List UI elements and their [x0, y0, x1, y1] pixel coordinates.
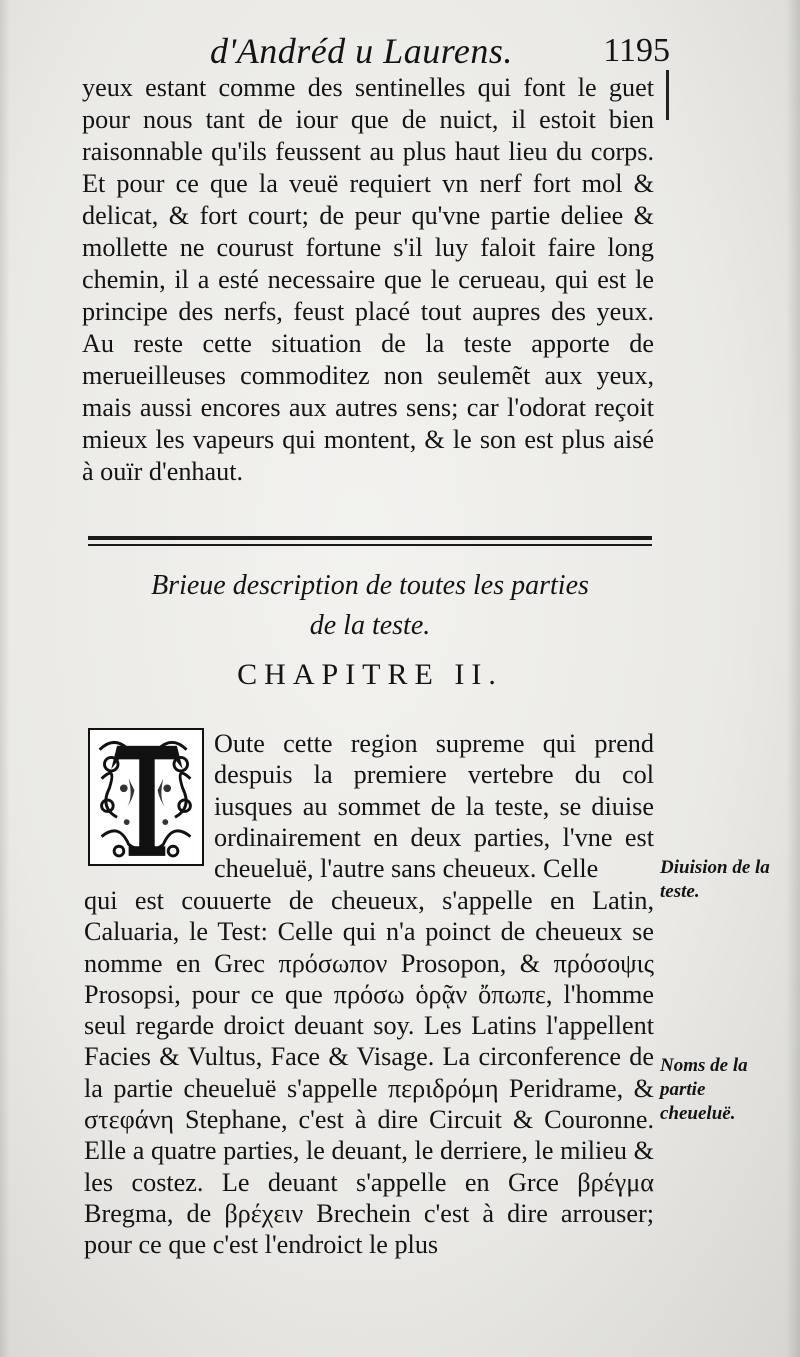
chapter-intro-paragraph: Oute cette region supreme qui prend despuis la premiere vertebre du col iusques au sommet de la teste, se diuise ordinairement en deux parties, l'vne est cheueluë, l'autre sans cheueux. Celle: [214, 729, 654, 884]
spine-shadow: [786, 0, 800, 1357]
decorated-initial-ornament: [90, 730, 202, 864]
top-paragraph-text: yeux estant comme des sentinelles qui font le guet pour nous tant de iour que de nuict, il estoit bien raisonnable qu'ils feussent au plus haut lieu du corps. Et pour ce que la veuë requiert vn nerf fort mol & delicat, & fort court; de peur qu'vne partie deliee & mollette ne courust fortune s'il luy faloit faire long chemin, il a esté necessaire que le cerueau, qui est le principe des nerfs, feust placé tout aupres des yeux. Au reste cette situation de la teste apporte de merueilleuses commoditez non seulemẽt aux yeux, mais aussi encores aux autres sens; car l'odorat reçoit mieux les vapeurs qui montent, & le son est plus aisé à ouïr d'enhaut.: [82, 73, 654, 486]
chapter-title: CHAPITRE II.: [237, 658, 503, 691]
section-rule-thick: [88, 536, 652, 540]
chapter-body: [84, 885, 654, 1261]
top-paragraph: [82, 72, 654, 488]
section-title: [90, 566, 650, 646]
section-title-line2: de la teste.: [309, 610, 431, 641]
section-title-line1: Brieue description de toutes les parties: [151, 570, 589, 601]
chapter-body-paragraph: qui est couuerte de cheueux, s'appelle en Latin, Caluaria, le Test: Celle qui n'a poinct de cheueux se nomme en Grec πρόσωπον Prosopon, & πρόσοψις Prosopsi, pour ce que πρόσω ὁρᾷν ὄπωπε, l'homme seul regarde droict deuant soy. Les Latins l'appellent Facies & Vultus, Face & Visage. La circonference de la partie cheueluë s'appelle περιδρόμη Peridrame, & στεφάνη Stephane, c'est à dire Circuit & Couronne. Elle a quatre parties, le deuant, le derriere, le milieu & les costez. Le deuant s'appelle en Grce βρέγμα Bregma, de βρέχειν Brechein c'est à dire arrouser; pour ce que c'est l'endroict le plus: [84, 886, 654, 1260]
section-rule-thin: [88, 544, 652, 546]
decorated-initial: [88, 728, 204, 866]
margin-mark: [666, 70, 669, 120]
marginal-note-noms: Noms de la partie cheueluë.: [660, 1055, 748, 1124]
marginal-note-division: Diuision de la teste.: [660, 857, 770, 902]
chapter-intro-text: [214, 728, 654, 884]
page-edge-shadow: [0, 0, 10, 1357]
page-number: 1195: [603, 32, 670, 69]
running-head: d'Andréd u Laurens.: [210, 31, 513, 71]
